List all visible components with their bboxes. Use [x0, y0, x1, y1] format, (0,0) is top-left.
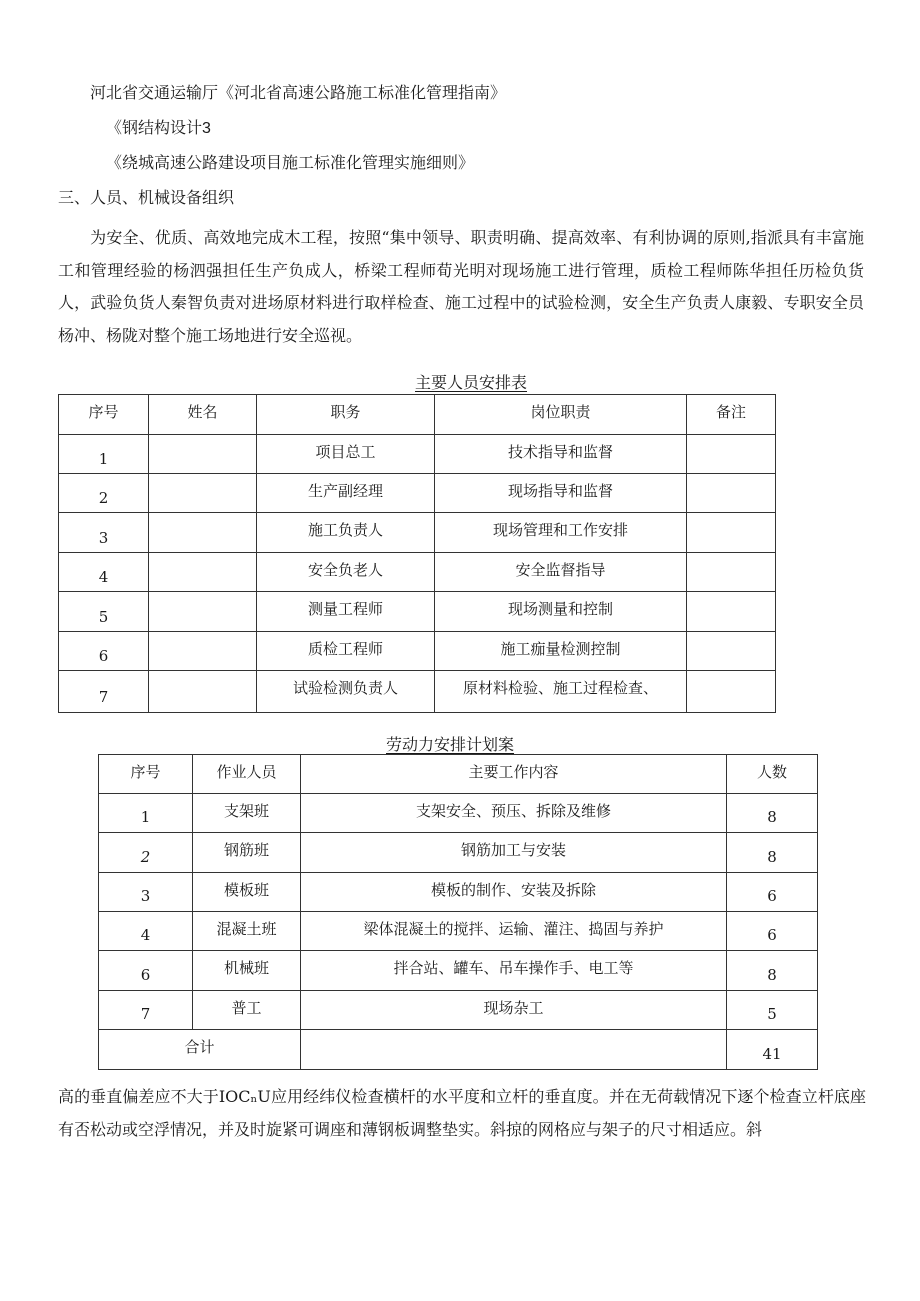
row-note: [687, 671, 776, 713]
total-content: [301, 1030, 727, 1070]
row-count: 8: [727, 833, 818, 873]
table-row: [99, 991, 818, 1030]
intro-paragraph: [58, 222, 864, 352]
row-no: 4: [59, 553, 149, 592]
row-team: 钢筋班: [193, 833, 301, 873]
row-no: 1: [99, 794, 193, 833]
staff-table: [58, 394, 776, 713]
row-content: 现场杂工: [301, 991, 727, 1030]
table-row: [59, 592, 776, 632]
row-no: 2: [99, 833, 193, 873]
row-content: 拌合站、罐车、吊车操作手、电工等: [301, 951, 727, 991]
row-content: 模板的制作、安装及拆除: [301, 873, 727, 912]
header-no: 序号: [59, 395, 149, 435]
table-row: [59, 435, 776, 474]
row-note: [687, 513, 776, 553]
row-no: 3: [59, 513, 149, 553]
row-no: 1: [59, 435, 149, 474]
row-name: [149, 474, 257, 513]
closing-paragraph: 高的垂直偏差应不大于IOCₙU应用经纬仪检查横杆的水平度和立杆的垂直度。并在无荷载情况下逐个检查立杆底座有否松动或空浮情况，并及时旋紧可调座和薄钢板调整垫实。斜掠的网格应与架子的尺寸相适应。斜: [58, 1087, 866, 1139]
reference-line-2: 《钢结构设计3: [106, 120, 211, 137]
table-row: [59, 671, 776, 713]
table-row: [59, 474, 776, 513]
row-no: 7: [99, 991, 193, 1030]
row-position: 安全负老人: [257, 553, 435, 592]
row-position: 施工负责人: [257, 513, 435, 553]
row-no: 7: [59, 671, 149, 713]
table-row: [59, 553, 776, 592]
row-team: 混凝土班: [193, 912, 301, 951]
labor-table-caption: 劳动力安排计划案: [386, 735, 515, 754]
row-no: 6: [59, 632, 149, 671]
row-content: 支架安全、预压、拆除及维修: [301, 794, 727, 833]
row-name: [149, 671, 257, 713]
row-duty: 现场指导和监督: [435, 474, 687, 513]
table-row: [99, 833, 818, 873]
row-duty: 技术指导和监督: [435, 435, 687, 474]
header-content: 主要工作内容: [301, 755, 727, 794]
total-count: 41: [727, 1030, 818, 1070]
row-position: 质检工程师: [257, 632, 435, 671]
row-note: [687, 592, 776, 632]
row-count: 5: [727, 991, 818, 1030]
row-no: 3: [99, 873, 193, 912]
row-duty: 施工痂量检测控制: [435, 632, 687, 671]
row-count: 8: [727, 951, 818, 991]
total-label: 合计: [99, 1030, 301, 1070]
row-no: 4: [99, 912, 193, 951]
row-duty: 安全监督指导: [435, 553, 687, 592]
table-row: [59, 513, 776, 553]
row-no: 2: [59, 474, 149, 513]
staff-table-caption: 主要人员安排表: [415, 373, 528, 392]
row-team: 支架班: [193, 794, 301, 833]
row-content: 钢筋加工与安装: [301, 833, 727, 873]
table-row: [99, 794, 818, 833]
staff-table-header: [59, 395, 776, 435]
row-position: 项目总工: [257, 435, 435, 474]
row-note: [687, 632, 776, 671]
row-content: 梁体混凝土的搅拌、运输、灌注、捣固与养护: [301, 912, 727, 951]
header-note: 备注: [687, 395, 776, 435]
total-row: [99, 1030, 818, 1070]
row-name: [149, 553, 257, 592]
header-team: 作业人员: [193, 755, 301, 794]
row-name: [149, 592, 257, 632]
section-heading: 三、人员、机械设备组织: [58, 188, 235, 207]
row-position: 测量工程师: [257, 592, 435, 632]
row-duty: 现场测量和控制: [435, 592, 687, 632]
table-row: [59, 632, 776, 671]
header-position: 职务: [257, 395, 435, 435]
row-name: [149, 513, 257, 553]
row-name: [149, 435, 257, 474]
row-team: 普工: [193, 991, 301, 1030]
header-name: 姓名: [149, 395, 257, 435]
row-team: 机械班: [193, 951, 301, 991]
row-duty: 原材料检验、施工过程检查、: [435, 671, 687, 713]
intro-paragraph-text: 为安全、优质、高效地完成木工程，按照“集中领导、职责明确、提高效率、有利协调的原则,指派具有丰富施工和管理经验的杨泗强担任生产负成人，桥梁工程师荀光明对现场施工进行管理，质检工程师陈华担任历检负货人，武验负货人秦智负责对进场原材料进行取样检查、施工过程中的试验检测，安全生产负责人康毅、专职安全员杨冲、杨陇对整个施工场地进行安全巡视。: [58, 228, 864, 345]
table-row: [99, 912, 818, 951]
row-no: 6: [99, 951, 193, 991]
reference-line-1: 河北省交通运输厅《河北省高速公路施工标准化管理指南》: [90, 85, 507, 102]
header-no: 序号: [99, 755, 193, 794]
row-team: 模板班: [193, 873, 301, 912]
row-count: 8: [727, 794, 818, 833]
row-position: 试验检测负责人: [257, 671, 435, 713]
table-row: [99, 873, 818, 912]
labor-table-header: [99, 755, 818, 794]
header-count: 人数: [727, 755, 818, 794]
reference-line-3: 《绕城高速公路建设项目施工标准化管理实施细则》: [106, 155, 475, 172]
row-count: 6: [727, 873, 818, 912]
row-no: 5: [59, 592, 149, 632]
row-position: 生产副经理: [257, 474, 435, 513]
labor-table: [98, 754, 818, 1070]
row-note: [687, 435, 776, 474]
row-name: [149, 632, 257, 671]
table-row: [99, 951, 818, 991]
row-note: [687, 474, 776, 513]
row-count: 6: [727, 912, 818, 951]
header-duty: 岗位职责: [435, 395, 687, 435]
row-note: [687, 553, 776, 592]
row-duty: 现场管理和工作安排: [435, 513, 687, 553]
